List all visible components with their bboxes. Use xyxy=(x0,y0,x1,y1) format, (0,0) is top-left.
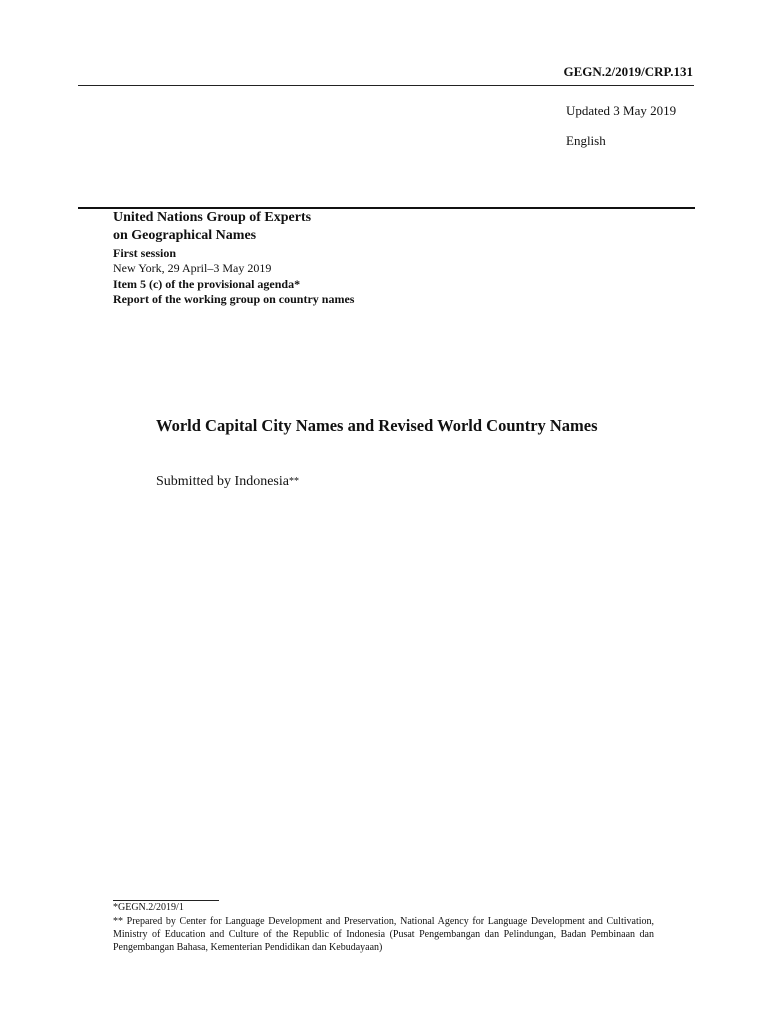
header-divider xyxy=(78,85,694,86)
document-symbol: GEGN.2/2019/CRP.131 xyxy=(563,64,693,79)
report-title: Report of the working group on country names xyxy=(113,292,355,306)
footnote-marker: ** xyxy=(289,476,299,487)
updated-date: Updated 3 May 2019 xyxy=(566,103,677,118)
organization-name-line1: United Nations Group of Experts xyxy=(113,210,312,225)
agenda-item: Item 5 (c) of the provisional agenda* xyxy=(113,277,301,291)
document-title: World Capital City Names and Revised World Country Names xyxy=(156,416,598,435)
footnote-2: ** Prepared by Center for Language Development and Preservation, National Agency for Language Development and Cultivation, Ministry of Education and Culture of the Republic of Indonesia (Pusat Pengembangan dan Pelindungan, Badan Pembinaan dan Pengembangan Bahasa, Kementerian Pendidikan dan Kebudayaan) xyxy=(113,916,654,953)
session-label: First session xyxy=(113,246,176,260)
meeting-divider xyxy=(78,207,695,209)
venue-and-dates: New York, 29 April–3 May 2019 xyxy=(113,261,272,275)
footnote-divider xyxy=(113,900,219,901)
organization-name-line2: on Geographical Names xyxy=(113,228,257,243)
footnote-1: *GEGN.2/2019/1 xyxy=(113,902,184,913)
document-language: English xyxy=(566,133,606,148)
submitted-by xyxy=(156,474,299,490)
submitted-by-text: Submitted by Indonesia xyxy=(156,474,289,489)
